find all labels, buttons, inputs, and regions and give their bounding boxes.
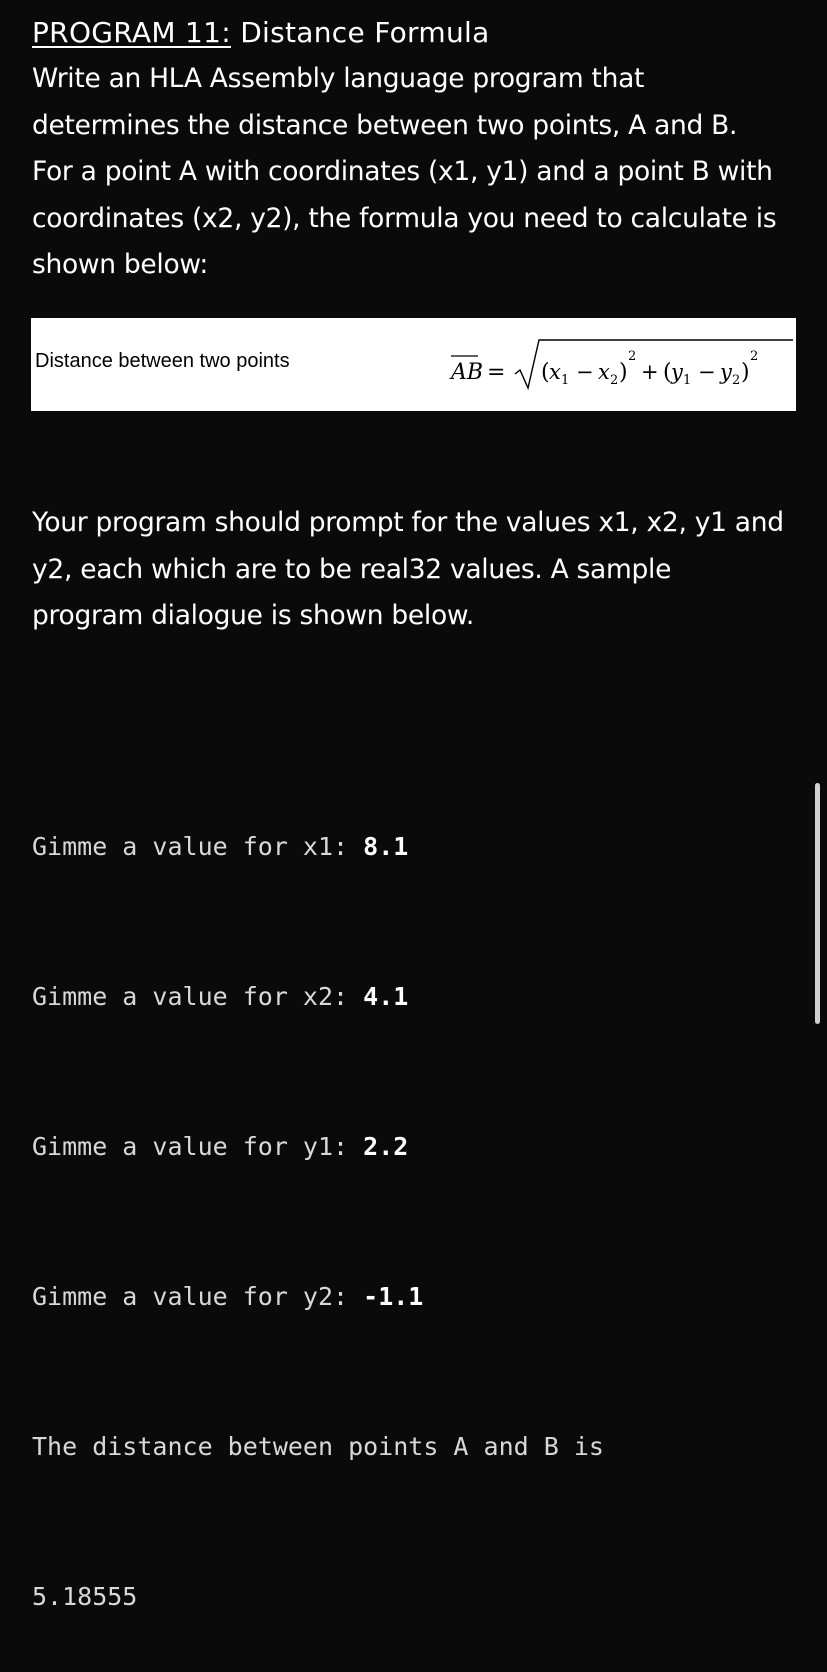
dialogue-prompt: Gimme a value for x1: [32, 832, 364, 861]
intro-line: For a point A with coordinates (x1, y1) and a point B with [32, 156, 773, 187]
dialogue-prompt: Gimme a value for y2: [32, 1282, 364, 1311]
formula-power-1: 2 [628, 349, 637, 364]
result-value: 5.18555 [32, 1582, 138, 1611]
paren-close-2: ) [741, 360, 750, 385]
intro-line: coordinates (x2, y2), the formula you need to calculate is [32, 202, 777, 234]
sample-dialogue [32, 722, 604, 1672]
paren-open-2: ( [663, 360, 672, 385]
dialogue-line [32, 822, 604, 872]
dialogue-prompt: Gimme a value for y1: [32, 1132, 364, 1161]
formula-lhs: AB [451, 360, 484, 385]
formula-box [31, 318, 796, 411]
formula-x2-sub: 2 [610, 373, 619, 388]
formula-power-2: 2 [750, 349, 759, 364]
program-name: Distance Formula [240, 16, 490, 49]
formula-y2: y [720, 360, 732, 384]
formula-x1-sub: 1 [561, 373, 570, 388]
formula-minus-2: − [698, 360, 716, 384]
formula-equals: = [487, 360, 506, 385]
dialogue-value: 2.2 [363, 1132, 409, 1161]
formula-minus-1: − [576, 360, 594, 384]
intro-line: shown below: [32, 249, 208, 280]
formula-y1: y [671, 360, 683, 384]
formula-y1-sub: 1 [683, 373, 692, 388]
prompt-paragraph [32, 500, 807, 640]
page-title [32, 14, 490, 52]
distance-formula [443, 328, 793, 398]
formula-x1: x [549, 360, 561, 384]
intro-line: Write an HLA Assembly language program that [32, 63, 645, 94]
dialogue-prompt: Gimme a value for x2: [32, 982, 364, 1011]
formula-label: Distance between two points [35, 350, 290, 372]
intro-line: determines the distance between two points, A and B. [32, 109, 738, 141]
scrollbar[interactable] [815, 783, 820, 1024]
paren-open-1: ( [541, 360, 550, 385]
formula-x2: x [598, 360, 610, 384]
dialogue-value: -1.1 [363, 1282, 424, 1311]
dialogue-line [32, 1272, 604, 1322]
dialogue-value: 8.1 [363, 832, 409, 861]
prompt-line: Your program should prompt for the values x1, x2, y1 and [32, 507, 784, 538]
prompt-line: y2, each which are to be real32 values. A sample [32, 553, 672, 585]
formula-y2-sub: 2 [732, 373, 741, 388]
intro-paragraph [32, 56, 807, 289]
prompt-line: program dialogue is shown below. [32, 600, 474, 631]
dialogue-value: 4.1 [363, 982, 409, 1011]
formula-plus: + [641, 360, 659, 384]
dialogue-line [32, 972, 604, 1022]
paren-close-1: ) [619, 360, 628, 385]
dialogue-line [32, 1122, 604, 1172]
program-number: PROGRAM 11: [32, 16, 231, 49]
result-line: The distance between points A and B is [32, 1432, 604, 1461]
